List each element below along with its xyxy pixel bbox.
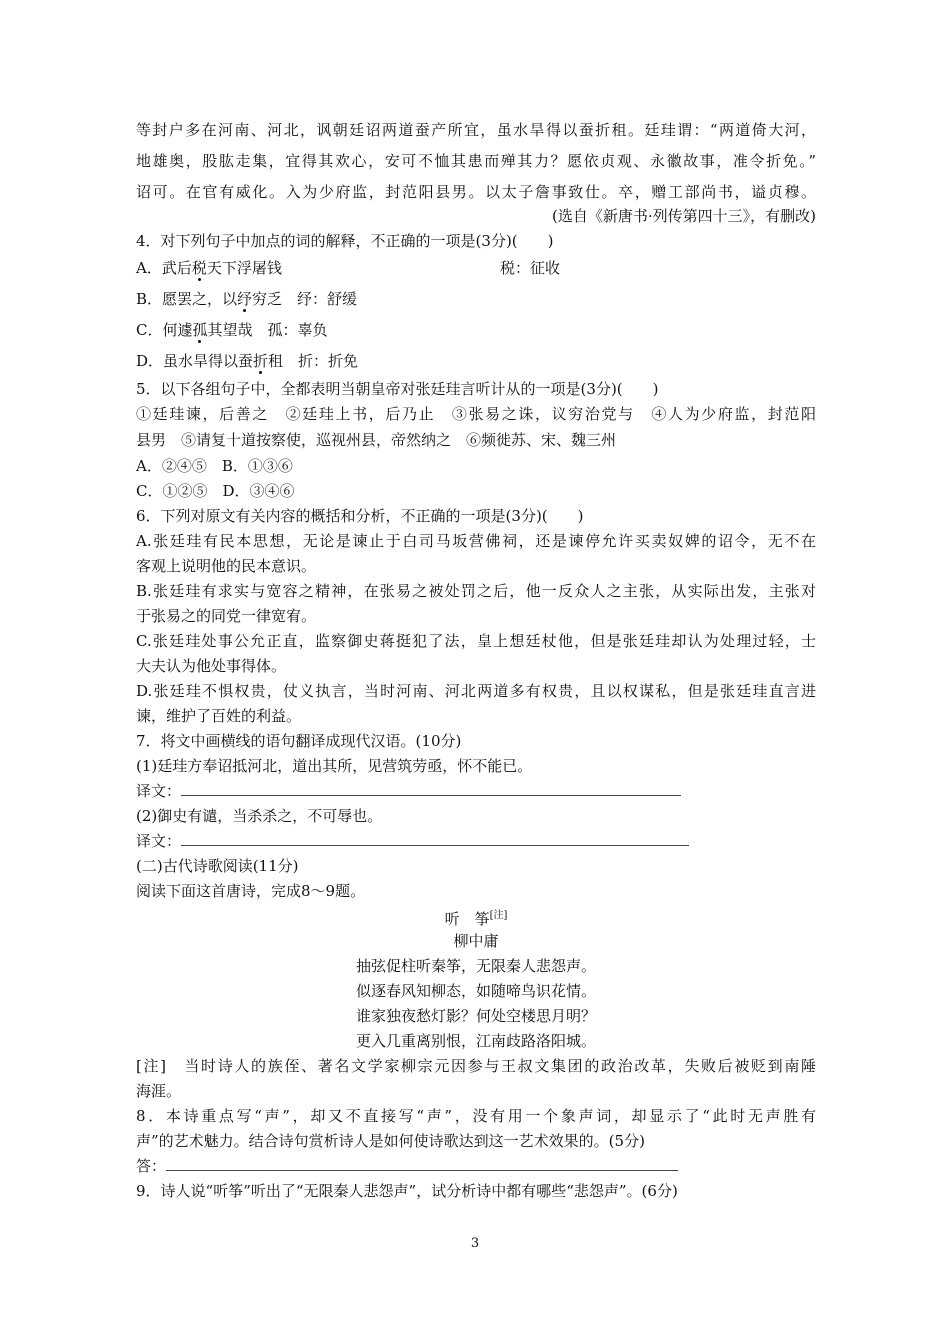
question-7-stem: 7．将文中画横线的语句翻译成现代汉语。(10分) (136, 732, 462, 750)
dotted-character: 纾 (237, 290, 253, 308)
question-6-option-a: A.张廷珪有民本思想，无论是谏止于白司马坂营佛祠，还是谏停允许买卖奴婢的诏令，无不在 (136, 532, 816, 550)
answer-blank[interactable] (181, 780, 681, 796)
question-6-option-a: 客观上说明他的民本意识。 (136, 557, 317, 575)
page-number: 3 (470, 1236, 480, 1251)
question-6-option-d: 谏，维护了百姓的利益。 (136, 707, 302, 725)
option-text: C．何遽 (136, 321, 193, 339)
question-4-option-a (136, 256, 282, 280)
poem-line: 谁家独夜愁灯影？何处空楼思月明？ (355, 1007, 596, 1025)
question-5-options: ①廷珪谏，后善之 ②廷珪上书，后乃止 ③张易之诛，议穷治党与 ④人为少府监，封范阳 (136, 405, 816, 423)
poem-note: [注] 当时诗人的族侄、著名文学家柳宗元因参与王叔文集团的政治改革，失败后被贬到南陲 (136, 1057, 816, 1075)
poem-title: 听 筝 (444, 910, 490, 928)
question-5-stem: 5．以下各组句子中，全都表明当朝皇帝对张廷珪言听计从的一项是(3分)( ) (136, 380, 659, 398)
question-5-choices-ab: A．②④⑤ B．①③⑥ (136, 457, 293, 475)
dotted-character: 税 (191, 259, 207, 277)
question-4-option-d (136, 349, 358, 373)
poem-note: 海涯。 (136, 1082, 182, 1100)
dotted-character: 孤 (192, 321, 208, 339)
passage-line: 地雄奥，股肱走集，宜得其欢心，安可不恤其患而殚其力？愿依贞观、永徽故事，准令折免。” (136, 152, 816, 170)
poem-author: 柳中庸 (453, 932, 499, 950)
passage-source: (选自《新唐书·列传第四十三》，有删改) (552, 207, 816, 225)
question-6-stem: 6．下列对原文有关内容的概括和分析，不正确的一项是(3分)( ) (136, 507, 584, 525)
option-text: 其望哉 孤：辜负 (207, 321, 328, 339)
option-text: D．虽水旱得以蚕 (136, 352, 254, 370)
question-6-option-c: 大夫认为他处事得体。 (136, 657, 287, 675)
poem-line: 似逐春风知柳态，如随啼鸟识花情。 (355, 982, 596, 1000)
question-5-choices-cd: C．①②⑤ D．③④⑥ (136, 482, 295, 500)
question-7-sentence-1: (1)廷珪方奉诏抵河北，道出其所，见营筑劳亟，怀不能已。 (136, 757, 533, 775)
question-4-option-b (136, 287, 357, 311)
poetry-instruction: 阅读下面这首唐诗，完成8～9题。 (136, 882, 366, 900)
poem-line: 更入几重离别恨，江南歧路洛阳城。 (355, 1032, 596, 1050)
question-4-stem: 4．对下列句子中加点的词的解释，不正确的一项是(3分)( ) (136, 232, 554, 250)
translation-label: 译文： (136, 782, 182, 800)
question-6-option-b: B.张廷珪有求实与宽容之精神，在张易之被处罚之后，他一反众人之主张，从实际出发，主张对 (136, 582, 816, 600)
option-text: 穷乏 纾：舒缓 (252, 290, 358, 308)
question-8-stem: 声”的艺术魅力。结合诗句赏析诗人是如何使诗歌达到这一艺术效果的。(5分) (136, 1132, 645, 1150)
option-text: 租 折：折免 (268, 352, 359, 370)
question-5-options: 县男 ⑤请复十道按察使，巡视州县，帝然纳之 ⑥频徙苏、宋、魏三州 (136, 431, 617, 449)
poem-title-line (136, 904, 816, 928)
poem-line: 抽弦促柱听秦筝，无限秦人悲怨声。 (355, 957, 596, 975)
answer-blank[interactable] (166, 1155, 678, 1171)
option-text: A．武后 (136, 259, 192, 277)
passage-line: 诏可。在官有威化。入为少府监，封范阳县男。以太子詹事致仕。卒，赠工部尚书，谥贞穆。 (136, 183, 816, 201)
question-6-option-b: 于张易之的同党一律宽宥。 (136, 607, 317, 625)
answer-blank[interactable] (181, 830, 689, 846)
question-8-stem: 8．本诗重点写“声”，却又不直接写“声”，没有用一个象声词，却显示了“此时无声胜有 (136, 1107, 816, 1125)
poetry-section-heading: (二)古代诗歌阅读(11分) (136, 857, 299, 875)
translation-line-2 (136, 829, 689, 853)
passage-line: 等封户多在河南、河北，讽朝廷诏两道蚕产所宜，虽水旱得以蚕折租。廷珪谓：“两道倚大河， (136, 121, 816, 139)
question-6-option-c: C.张廷珪处事公允正直，监察御史蒋挺犯了法，皇上想廷杖他，但是张廷珪却认为处理过轻，士 (136, 632, 816, 650)
question-4-option-a-answer: 税：征收 (500, 259, 561, 277)
question-6-option-d: D.张廷珪不惧权贵，仗义执言，当时河南、河北两道多有权贵，且以权谋私，但是张廷珪直言进 (136, 682, 816, 700)
question-9-stem: 9．诗人说“听筝”听出了“无限秦人悲怨声”，试分析诗中都有哪些“悲怨声”。(6分) (136, 1182, 678, 1200)
option-text: 天下浮屠钱 (206, 259, 282, 277)
question-4-option-c (136, 318, 328, 342)
translation-line-1 (136, 779, 681, 803)
option-text: B．愿罢之，以 (136, 290, 238, 308)
answer-line-8 (136, 1154, 678, 1178)
answer-label: 答： (136, 1157, 167, 1175)
translation-label: 译文： (136, 832, 182, 850)
note-mark: [注] (489, 910, 508, 921)
question-7-sentence-2: (2)御史有谴，当杀杀之，不可辱也。 (136, 807, 383, 825)
dotted-character: 折 (253, 352, 269, 370)
